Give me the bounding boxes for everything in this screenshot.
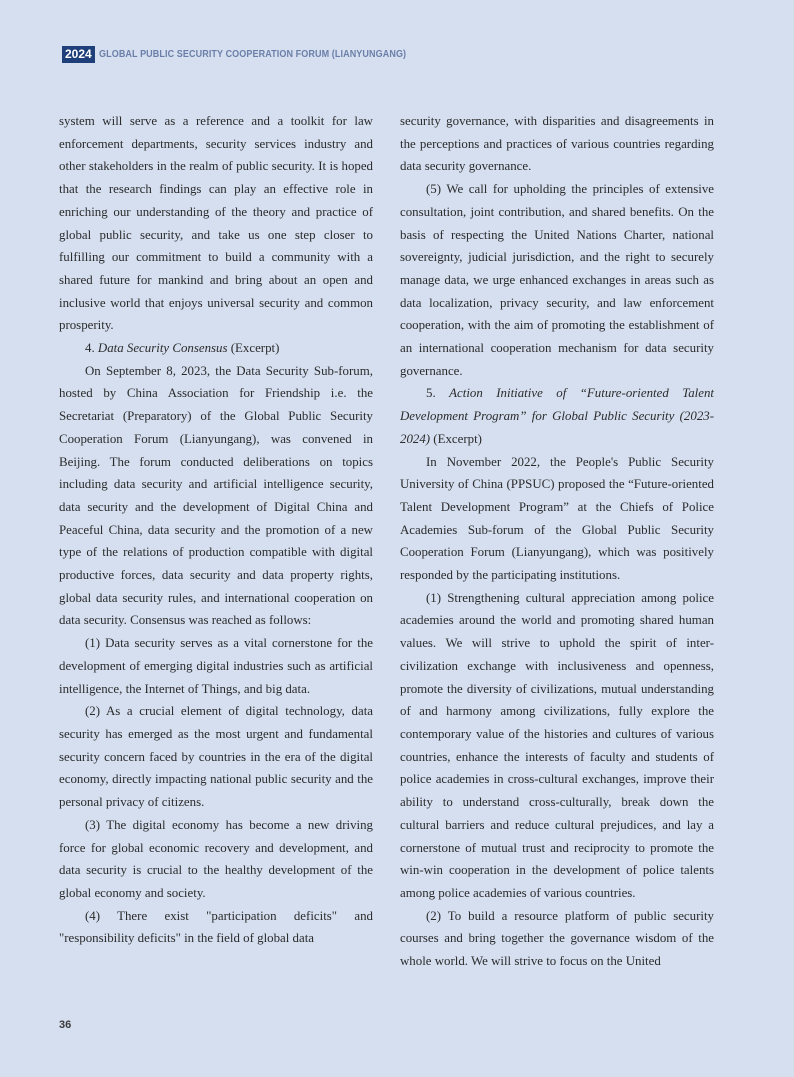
paragraph: (3) The digital economy has become a new driving force for global economic recovery and development, and data security is crucial to the healthy development of the global economy and society.: [59, 817, 373, 900]
paragraph: (5) We call for upholding the principles of extensive consultation, joint contribution, and shared benefits. On the basis of respecting the United Nations Charter, national sovereignty, judicial jurisdiction, and the right to securely manage data, we urge enhanced exchanges in areas such as data localization, privacy security, and law enforcement cooperation, with the aim of promoting the establishment of an international cooperation mechanism for data security governance.: [400, 182, 714, 378]
paragraph: In November 2022, the People's Public Security University of China (PPSUC) proposed the “Future-oriented Talent Development Program” at the Chiefs of Police Academies Sub-forum of the Global Public Security Cooperation Forum (Lianyungang), which was positively responded by the participating institutions.: [400, 454, 714, 583]
page-number: 36: [59, 1019, 72, 1031]
paragraph: (1) Data security serves as a vital cornerstone for the development of emerging digital industries such as artificial intelligence, the Internet of Things, and big data.: [59, 636, 373, 696]
left-column: [59, 110, 373, 950]
running-header: [62, 45, 456, 63]
paragraph: (2) As a crucial element of digital technology, data security has emerged as the most urgent and fundamental security concern faced by countries in the era of the digital economy, directly impacting national public security and the personal privacy of citizens.: [59, 704, 373, 810]
paragraph: system will serve as a reference and a toolkit for law enforcement departments, security services industry and other stakeholders in the realm of public security. It is hoped that the research findings can play an effective role in enriching our understanding of the theory and practice of global public security, and take us one step closer to fulfilling our commitment to build a community with a shared future for mankind and bring about an open and inclusive world that enjoys universal security and common prosperity.: [59, 114, 373, 333]
header-title: GLOBAL PUBLIC SECURITY COOPERATION FORUM (LIANYUNGANG): [98, 48, 406, 60]
paragraph: On September 8, 2023, the Data Security Sub-forum, hosted by China Association for Friendship i.e. the Secretariat (Preparatory) of the Global Public Security Cooperation Forum (Lianyungang), was convened in Beijing. The forum conducted deliberations on topics including data security and artificial intelligence security, data security and the development of Digital China and Peaceful China, data security and the promotion of a new type of the relations of production compatible with digital productive forces, data security and data property rights, global data security rules, and international cooperation on data security. Consensus was reached as follows:: [59, 363, 373, 628]
paragraph: security governance, with disparities and disagreements in the perceptions and practices of various countries regarding data security governance.: [400, 114, 714, 174]
section-heading-5: 5. Action Initiative of “Future-oriented Talent Development Program” for Global Public Security (2023-2024) (Excerpt): [400, 386, 715, 446]
section-title: Action Initiative of “Future-oriented Talent Development Program” for Global Public Security (2023-2024): [400, 386, 715, 446]
year-badge: 2024: [62, 46, 95, 63]
paragraph: (2) To build a resource platform of public security courses and bring together the governance wisdom of the whole world. We will strive to focus on the United: [400, 908, 714, 969]
paragraph: (4) There exist "participation deficits" and "responsibility deficits" in the field of global data: [59, 908, 373, 946]
section-title: Data Security Consensus: [97, 341, 228, 356]
paragraph: (1) Strengthening cultural appreciation among police academies around the world and promoting shared human values. We will strive to uphold the spirit of inter-civilization exchange with inclusiveness and openness, promote the diversity of civilizations, mutual understanding of and harmony among civilizations, fully explore the contemporary value of the histories and cultures of various countries, enhance the interests of faculty and students of police academies in cross-cultural exchanges, improve their ability to understand cross-culturally, break down the cultural barriers and reduce cultural prejudices, and lay a cornerstone of mutual trust and reciprocity to promote the win-win cooperation in the development of police talents among police academies of various countries.: [400, 590, 714, 900]
section-heading-4: 4. Data Security Consensus (Excerpt): [85, 341, 280, 356]
right-column: [400, 110, 714, 973]
